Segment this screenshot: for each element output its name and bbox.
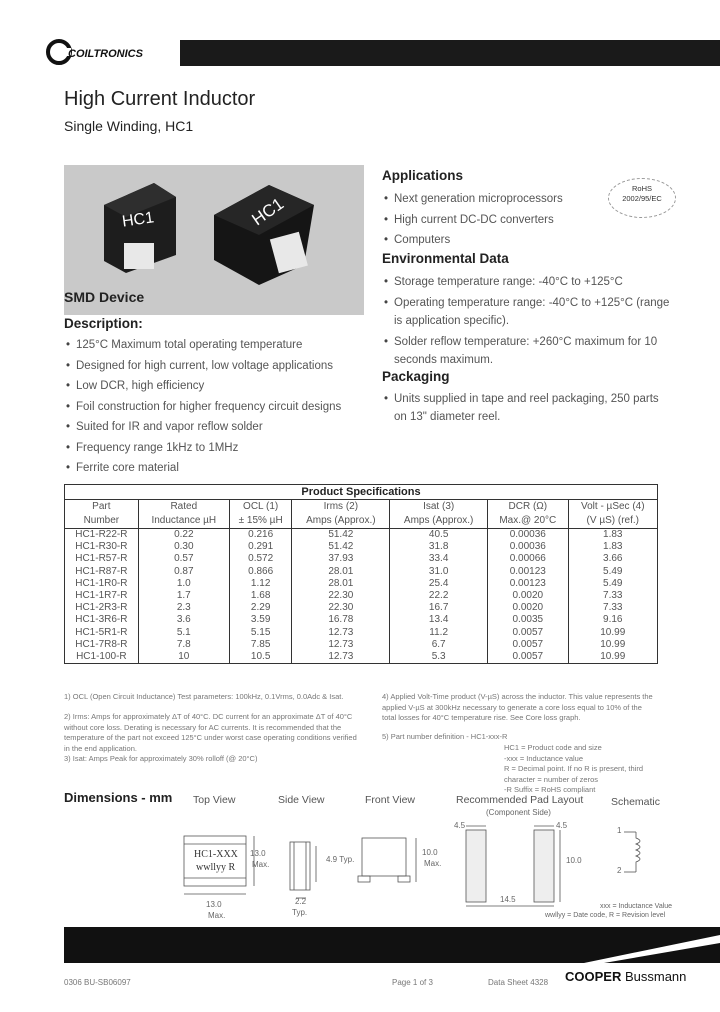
table-cell: 10.99 (568, 639, 657, 651)
table-cell: 0.00066 (488, 553, 568, 565)
pad-left: 4.5 (454, 821, 466, 830)
table-cell: HC1-R22-R (75, 529, 128, 540)
table-cell: 0.0020 (488, 602, 568, 614)
table-cell: 0.0057 (488, 651, 568, 663)
table-cell: 33.4 (390, 553, 488, 565)
pad-right: 4.5 (556, 821, 568, 830)
top-dim-w-sub: Max. (208, 911, 226, 920)
table-cell: 0.87 (138, 566, 229, 578)
footer-data-sheet: Data Sheet 4328 (488, 978, 549, 987)
table-header: Part (92, 501, 111, 512)
table-cell: 0.30 (138, 541, 229, 553)
table-header: (V µS) (ref.) (568, 514, 657, 529)
description-heading: Description: (64, 316, 143, 331)
table-body (65, 529, 657, 664)
view-label-side: Side View (278, 794, 325, 806)
table-cell: 0.291 (229, 541, 292, 553)
top-dim-w: 13.0 (206, 900, 222, 909)
table-cell: 31.8 (390, 541, 488, 553)
table-header: Max.@ 20°C (488, 514, 568, 529)
table-cell: 10.99 (568, 627, 657, 639)
table-row (65, 578, 657, 590)
note-5-title: 5) Part number definition - HC1-xxx-R (382, 732, 508, 741)
table-cell: 22.2 (390, 590, 488, 602)
table-row (65, 553, 657, 565)
list-item: • Operating temperature range: -40°C to +125°C (range is application specific). (384, 294, 674, 330)
table-header: Amps (Approx.) (292, 514, 390, 529)
part-marking-left: HC1 (121, 209, 156, 231)
brand-bold: COOPER (565, 969, 622, 984)
top-dim-h-sub: Max. (252, 860, 270, 869)
cooper-bussmann-logo (565, 969, 686, 984)
list-item: • Computers (384, 230, 604, 251)
logo-text: COILTRONICS (68, 48, 143, 60)
table-cell: 28.01 (292, 578, 390, 590)
table-row (65, 566, 657, 578)
table-header: Inductance µH (138, 514, 229, 529)
table-cell: 25.4 (390, 578, 488, 590)
part-marking-right: HC1 (248, 194, 288, 230)
table-cell: 40.5 (390, 529, 488, 542)
table-cell: 0.0035 (488, 614, 568, 626)
rohs-line1: RoHS (631, 184, 652, 193)
brand-name: Bussmann (624, 969, 687, 984)
table-cell: 37.93 (292, 553, 390, 565)
pad-layout-drawing (452, 818, 592, 914)
table-cell: HC1-7R8-R (75, 638, 128, 650)
table-row (65, 529, 657, 542)
list-item: • 125°C Maximum total operating temperature (66, 335, 366, 356)
note-5-item: HC1 = Product code and size (504, 743, 602, 752)
table-cell: 3.6 (138, 614, 229, 626)
side-dim-bottom-sub: Typ. (292, 908, 308, 917)
table-cell: 22.30 (292, 602, 390, 614)
table-header: Volt - µSec (4) (568, 500, 657, 514)
packaging-heading: Packaging (382, 369, 450, 384)
table-cell: 1.68 (229, 590, 292, 602)
note-3: 3) Isat: Amps Peak for approximately 30% rolloff (@ 20°C) (64, 754, 258, 763)
table-row (65, 639, 657, 651)
table-cell: 22.30 (292, 590, 390, 602)
table-cell: 0.216 (229, 529, 292, 542)
table-header: ± 15% µH (229, 514, 292, 529)
table-cell: HC1-R30-R (75, 541, 128, 553)
table-header: Irms (2) (292, 500, 390, 514)
footer-doc-code: 0306 BU-SB06097 (64, 978, 131, 987)
side-dim-bottom: 2.2 (295, 897, 307, 906)
table-cell: HC1-1R7-R (75, 590, 128, 602)
view-label-pad: Recommended Pad Layout (456, 794, 584, 806)
list-item: • Units supplied in tape and reel packaging, 250 parts on 13" diameter reel. (384, 390, 674, 426)
rohs-badge (608, 178, 676, 218)
table-cell: 3.66 (568, 553, 657, 565)
note-4: 4) Applied Volt-Time product (V-µS) across the inductor. This value represents the applied V-µS at 300kHz necessary to generate a core loss equal to 10% of the total losses for 40°C temperature rise. See Core loss graph. (382, 692, 653, 722)
view-label-front: Front View (365, 794, 415, 806)
list-item: • Ferrite core material (66, 458, 366, 479)
environmental-heading: Environmental Data (382, 251, 509, 266)
table-header: Isat (3) (390, 500, 488, 514)
table-cell: 1.7 (138, 590, 229, 602)
table-cell: 51.42 (292, 529, 390, 542)
table-cell: 1.83 (568, 541, 657, 553)
list-item: • Low DCR, high efficiency (66, 376, 366, 397)
page-subtitle: Single Winding, HC1 (64, 118, 194, 134)
table-row (65, 590, 657, 602)
view-label-schematic: Schematic (611, 796, 661, 808)
table-cell: 5.3 (390, 651, 488, 663)
table-cell: 3.59 (229, 614, 292, 626)
list-item: • Solder reflow temperature: +260°C maximum for 10 seconds maximum. (384, 333, 674, 369)
top-marking-1: HC1-XXX (194, 849, 238, 860)
table-cell: 12.73 (292, 639, 390, 651)
note-5-item: -R Suffix = RoHS compliant (504, 785, 596, 794)
table-cell: HC1-1R0-R (75, 577, 128, 589)
table-cell: 0.00036 (488, 529, 568, 542)
side-dim: 4.9 Typ. (326, 855, 355, 864)
table-row (65, 614, 657, 626)
note-5-item: -xxx = Inductance value (504, 753, 584, 763)
table-cell: 5.1 (138, 627, 229, 639)
footer-bar (64, 927, 720, 963)
table-cell: 2.29 (229, 602, 292, 614)
table-cell: HC1-2R3-R (75, 602, 128, 614)
top-view-drawing (176, 830, 272, 920)
table-cell: 0.0020 (488, 590, 568, 602)
list-item: • Frequency range 1kHz to 1MHz (66, 438, 366, 459)
front-view-drawing (356, 832, 426, 892)
pad-bottom: 14.5 (500, 895, 516, 904)
list-item: • Designed for high current, low voltage applications (66, 356, 366, 377)
table-cell: 2.3 (138, 602, 229, 614)
table-cell: 0.57 (138, 553, 229, 565)
table-cell: HC1-R57-R (75, 553, 128, 565)
table-cell: 0.866 (229, 566, 292, 578)
table-cell: 10.5 (229, 651, 292, 663)
table-cell: HC1-3R6-R (75, 614, 128, 626)
table-cell: 6.7 (390, 639, 488, 651)
table-title: Product Specifications (65, 485, 657, 500)
table-cell: 0.572 (229, 553, 292, 565)
table-cell: 10.99 (568, 651, 657, 663)
environmental-list (384, 273, 674, 372)
table-cell: 16.7 (390, 602, 488, 614)
table-header: Number (83, 515, 120, 526)
table-cell: 10 (138, 651, 229, 663)
table-row (65, 541, 657, 553)
table-cell: HC1-5R1-R (75, 626, 128, 638)
table-cell: 0.22 (138, 529, 229, 542)
table-row (65, 627, 657, 639)
table-cell: 5.15 (229, 627, 292, 639)
side-view-drawing (282, 832, 342, 912)
table-cell: 51.42 (292, 541, 390, 553)
schematic-drawing (616, 820, 666, 890)
table-cell: 0.0057 (488, 627, 568, 639)
table-cell: 16.78 (292, 614, 390, 626)
coiltronics-logo (44, 38, 170, 66)
table-cell: 5.49 (568, 566, 657, 578)
dimensions-heading: Dimensions - mm (64, 790, 173, 805)
legend-1: xxx = Inductance Value (600, 903, 673, 910)
note-1: 1) OCL (Open Circuit Inductance) Test parameters: 100kHz, 0.1Vrms, 0.0Adc & Isat. (64, 692, 344, 701)
pad-mid: 10.0 (566, 856, 582, 865)
packaging-list (384, 390, 674, 429)
list-item: • Next generation microprocessors (384, 189, 604, 210)
table-cell: HC1-100-R (76, 651, 127, 663)
table-cell: 9.16 (568, 614, 657, 626)
note-5-item: R = Decimal point. If no R is present, third character = number of zeros (504, 764, 644, 784)
table-cell: 28.01 (292, 566, 390, 578)
pad-sublabel: (Component Side) (486, 808, 551, 817)
applications-heading: Applications (382, 168, 464, 183)
table-cell: 7.8 (138, 639, 229, 651)
table-cell: 1.12 (229, 578, 292, 590)
photo-caption: SMD Device (64, 289, 145, 305)
table-header: Amps (Approx.) (390, 514, 488, 529)
table-cell: 1.83 (568, 529, 657, 542)
table-cell: 0.0057 (488, 639, 568, 651)
view-label-top: Top View (193, 794, 236, 806)
list-item: • Foil construction for higher frequency circuit designs (66, 397, 366, 418)
table-cell: 7.33 (568, 602, 657, 614)
rohs-line2: 2002/95/EC (622, 194, 662, 203)
table-cell: 5.49 (568, 578, 657, 590)
list-item: • Suited for IR and vapor reflow solder (66, 417, 366, 438)
table-cell: 0.00123 (488, 566, 568, 578)
legend-2: wwllyy = Date code, R = Revision level (545, 912, 666, 919)
table-cell: 12.73 (292, 651, 390, 663)
table-cell: 0.00036 (488, 541, 568, 553)
table-row (65, 602, 657, 614)
footer-page-number: Page 1 of 3 (392, 978, 433, 987)
table-cell: 31.0 (390, 566, 488, 578)
note-2: 2) Irms: Amps for approximately ΔT of 40°C. DC current for an approximate ΔT of 40°C without core loss. Derating is necessary for AC currents. It is recommended that the temperature of the part not exceed 125°C under worst case operating conditions verified in the end application. (64, 712, 357, 753)
list-item: • Storage temperature range: -40°C to +125°C (384, 273, 674, 291)
applications-list (384, 189, 604, 251)
table-cell: 7.85 (229, 639, 292, 651)
table-header: Rated (138, 500, 229, 514)
header-bar (180, 40, 720, 66)
table-header: OCL (1) (229, 500, 292, 514)
table-cell: HC1-R87-R (75, 565, 128, 577)
schematic-pin-2: 2 (617, 866, 622, 875)
description-list (66, 335, 366, 479)
table-cell: 7.33 (568, 590, 657, 602)
table-cell: 13.4 (390, 614, 488, 626)
table-cell: 0.00123 (488, 578, 568, 590)
top-dim-h: 13.0 (250, 849, 266, 858)
table-row (65, 651, 657, 663)
front-dim-sub: Max. (424, 859, 442, 868)
page-title: High Current Inductor (64, 88, 256, 110)
table-cell: 12.73 (292, 627, 390, 639)
table-cell: 11.2 (390, 627, 488, 639)
note-5-list (504, 743, 658, 796)
table-cell: 1.0 (138, 578, 229, 590)
list-item: • High current DC-DC converters (384, 210, 604, 231)
table-header: DCR (Ω) (488, 500, 568, 514)
front-dim: 10.0 (422, 848, 438, 857)
product-specifications-table (64, 484, 658, 664)
schematic-pin-1: 1 (617, 826, 622, 835)
top-marking-2: wwllyy R (196, 862, 236, 873)
